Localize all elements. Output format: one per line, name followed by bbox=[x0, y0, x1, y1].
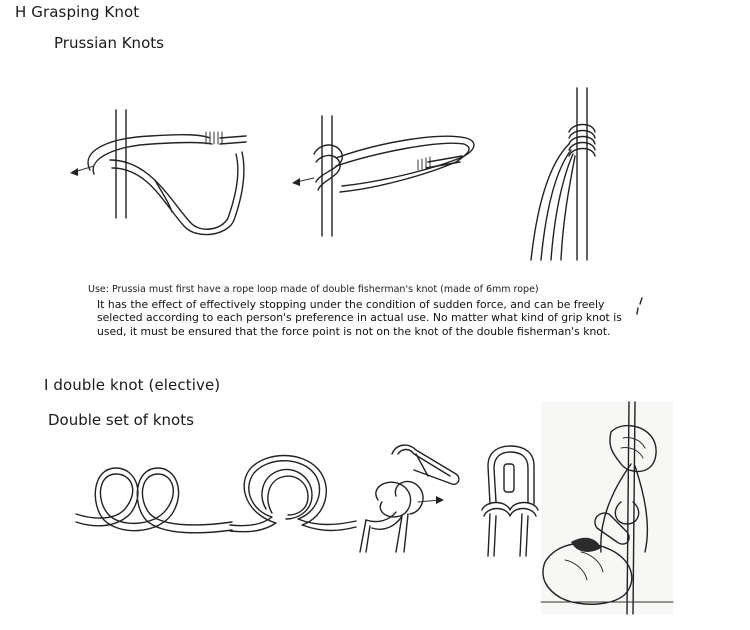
section-h-subtitle: Prussian Knots bbox=[54, 34, 164, 52]
usage-note-line: selected according to each person's preference in actual use. No matter what kind of grip knot is bbox=[97, 311, 622, 325]
pen-mark-icon bbox=[634, 296, 646, 318]
double-loop-step-1-illustration bbox=[74, 470, 234, 540]
usage-note-line: used, it must be ensured that the force point is not on the knot of the double fisherman's knot. bbox=[97, 324, 611, 338]
usage-note-body bbox=[97, 298, 653, 338]
usage-note-title: Use: Prussia must first have a rope loop made of double fisherman's knot (made of 6mm rope) bbox=[88, 284, 539, 295]
hands-photo-drawing bbox=[541, 402, 673, 614]
prusik-step-1-illustration bbox=[60, 100, 250, 240]
arrow-icon bbox=[292, 178, 300, 186]
double-loop-step-2-illustration bbox=[228, 455, 358, 540]
arrow-icon bbox=[436, 496, 444, 504]
section-i-title: I double knot (elective) bbox=[44, 376, 221, 394]
section-h-title: H Grasping Knot bbox=[15, 3, 140, 21]
prusik-finished-illustration bbox=[525, 88, 615, 263]
hands-photo bbox=[541, 402, 673, 614]
arrow-icon bbox=[70, 168, 78, 176]
usage-note-line: It has the effect of effectively stopping under the condition of sudden force, and can be freely bbox=[97, 298, 605, 311]
prusik-step-2-illustration bbox=[290, 112, 480, 242]
section-i-subtitle: Double set of knots bbox=[48, 411, 194, 429]
carabiner-step-3-illustration bbox=[356, 440, 466, 555]
usage-note bbox=[88, 284, 653, 346]
carabiner-finished-illustration bbox=[476, 444, 546, 559]
